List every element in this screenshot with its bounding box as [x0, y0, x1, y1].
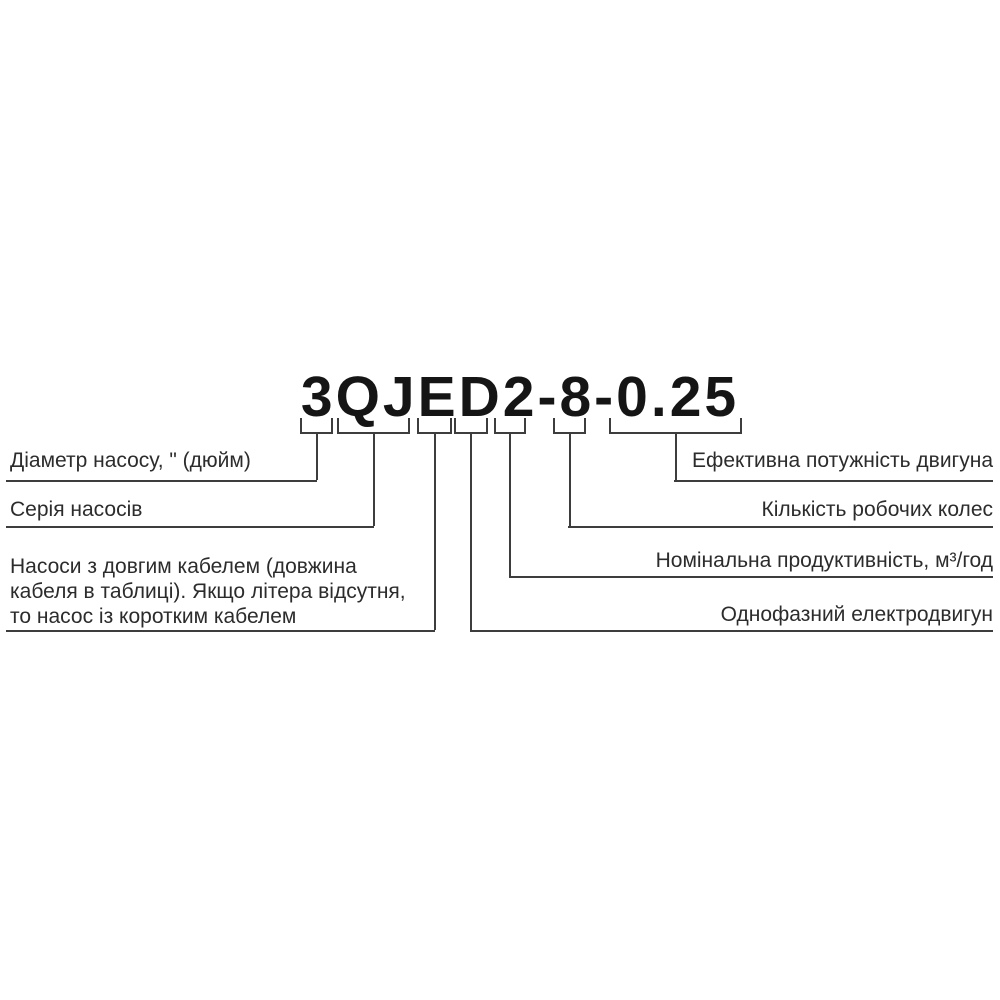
model-code: 3QJED2-8-0.25 [300, 365, 740, 429]
connector-line-pump-diameter [6, 480, 317, 482]
segment-bracket-qj [337, 418, 410, 434]
segment-bracket-8 [553, 418, 586, 434]
label-single-phase-motor: Однофазний електродвигун [720, 603, 993, 626]
label-pump-diameter: Діаметр насосу, " (дюйм) [10, 449, 251, 472]
label-motor-power: Ефективна потужність двигуна [692, 449, 993, 472]
connector-line-motor-power [674, 480, 993, 482]
segment-bracket-d [454, 418, 488, 434]
label-nominal-capacity: Номінальна продуктивність, м³/год [655, 549, 993, 572]
connector-line-nominal-capacity [509, 576, 993, 578]
label-long-cable-note-line-2: кабеля в таблиці). Якщо літера відсутня, [10, 580, 406, 603]
segment-bracket-e [417, 418, 452, 434]
label-long-cable-note-line-1: Насоси з довгим кабелем (довжина [10, 555, 357, 578]
connector-line-long-cable [6, 630, 435, 632]
connector-line-single-phase [470, 630, 993, 632]
label-pump-series: Серія насосів [10, 498, 143, 521]
label-long-cable-note [10, 554, 406, 629]
label-long-cable-note-line-3: то насос із коротким кабелем [10, 605, 297, 628]
segment-bracket-3 [300, 418, 333, 434]
segment-bracket-0-25 [609, 418, 742, 434]
segment-bracket-2 [494, 418, 526, 434]
connector-line-pump-series [6, 526, 374, 528]
label-impeller-count: Кількість робочих колес [761, 498, 993, 521]
connector-line-impeller-count [568, 526, 993, 528]
